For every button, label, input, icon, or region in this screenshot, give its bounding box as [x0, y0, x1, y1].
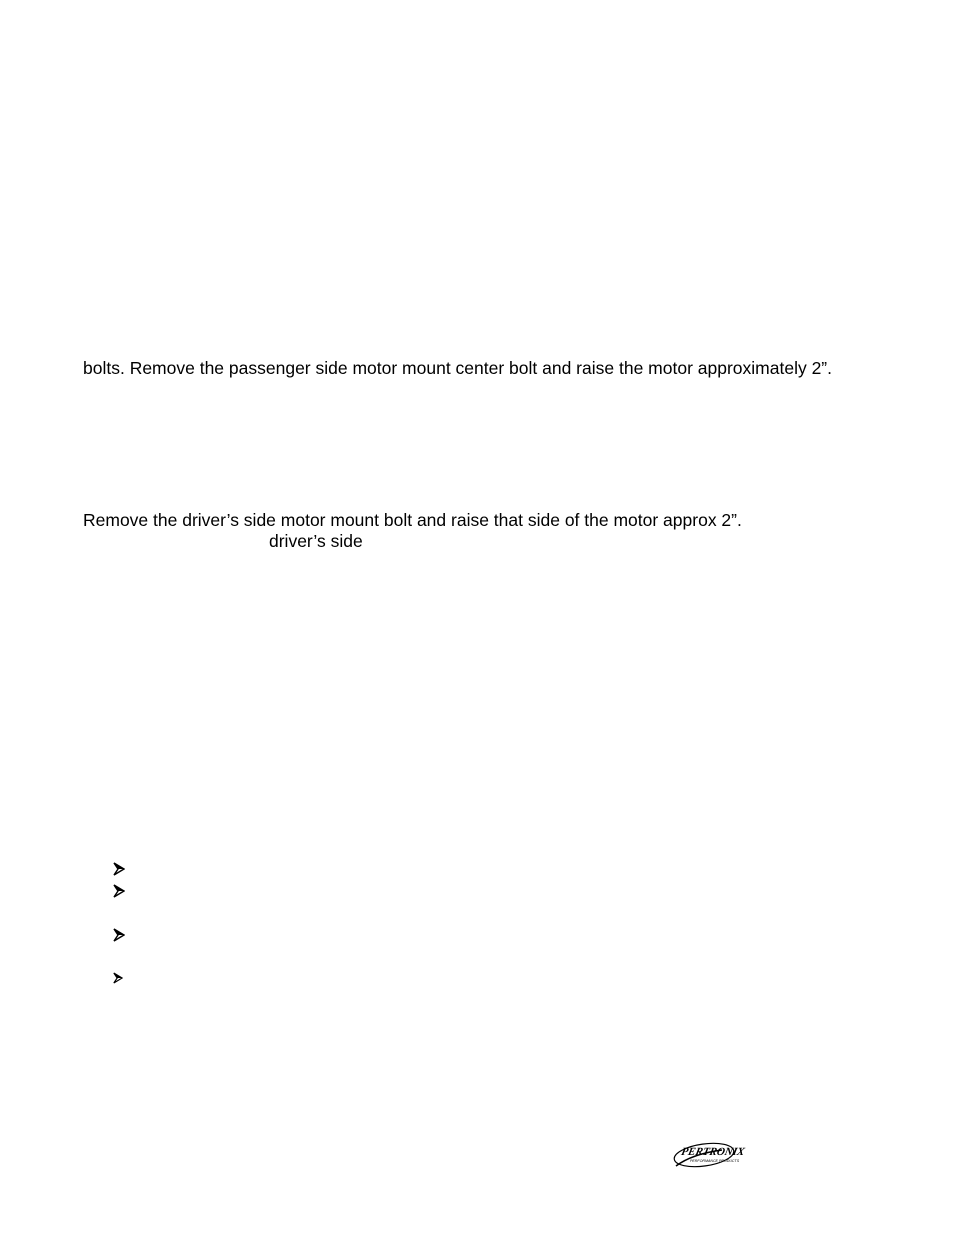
instruction-line-passenger-mount: bolts. Remove the passenger side motor mount center bolt and raise the motor approximately 2”. — [83, 358, 832, 378]
pertronix-logo — [672, 1140, 748, 1170]
logo-wordmark: PERTRONIX — [680, 1146, 746, 1158]
arrowhead-bullet-icon — [113, 972, 123, 984]
logo-tagline: PERFORMANCE PRODUCTS — [690, 1159, 740, 1163]
instruction-fragment-driver-side: driver’s side — [269, 531, 363, 551]
instruction-line-driver-mount: Remove the driver’s side motor mount bolt and raise that side of the motor approx 2”. — [83, 510, 742, 530]
arrowhead-bullet-icon — [113, 862, 125, 876]
arrowhead-bullet-icon — [113, 928, 125, 942]
arrowhead-bullet-icon — [113, 884, 125, 898]
